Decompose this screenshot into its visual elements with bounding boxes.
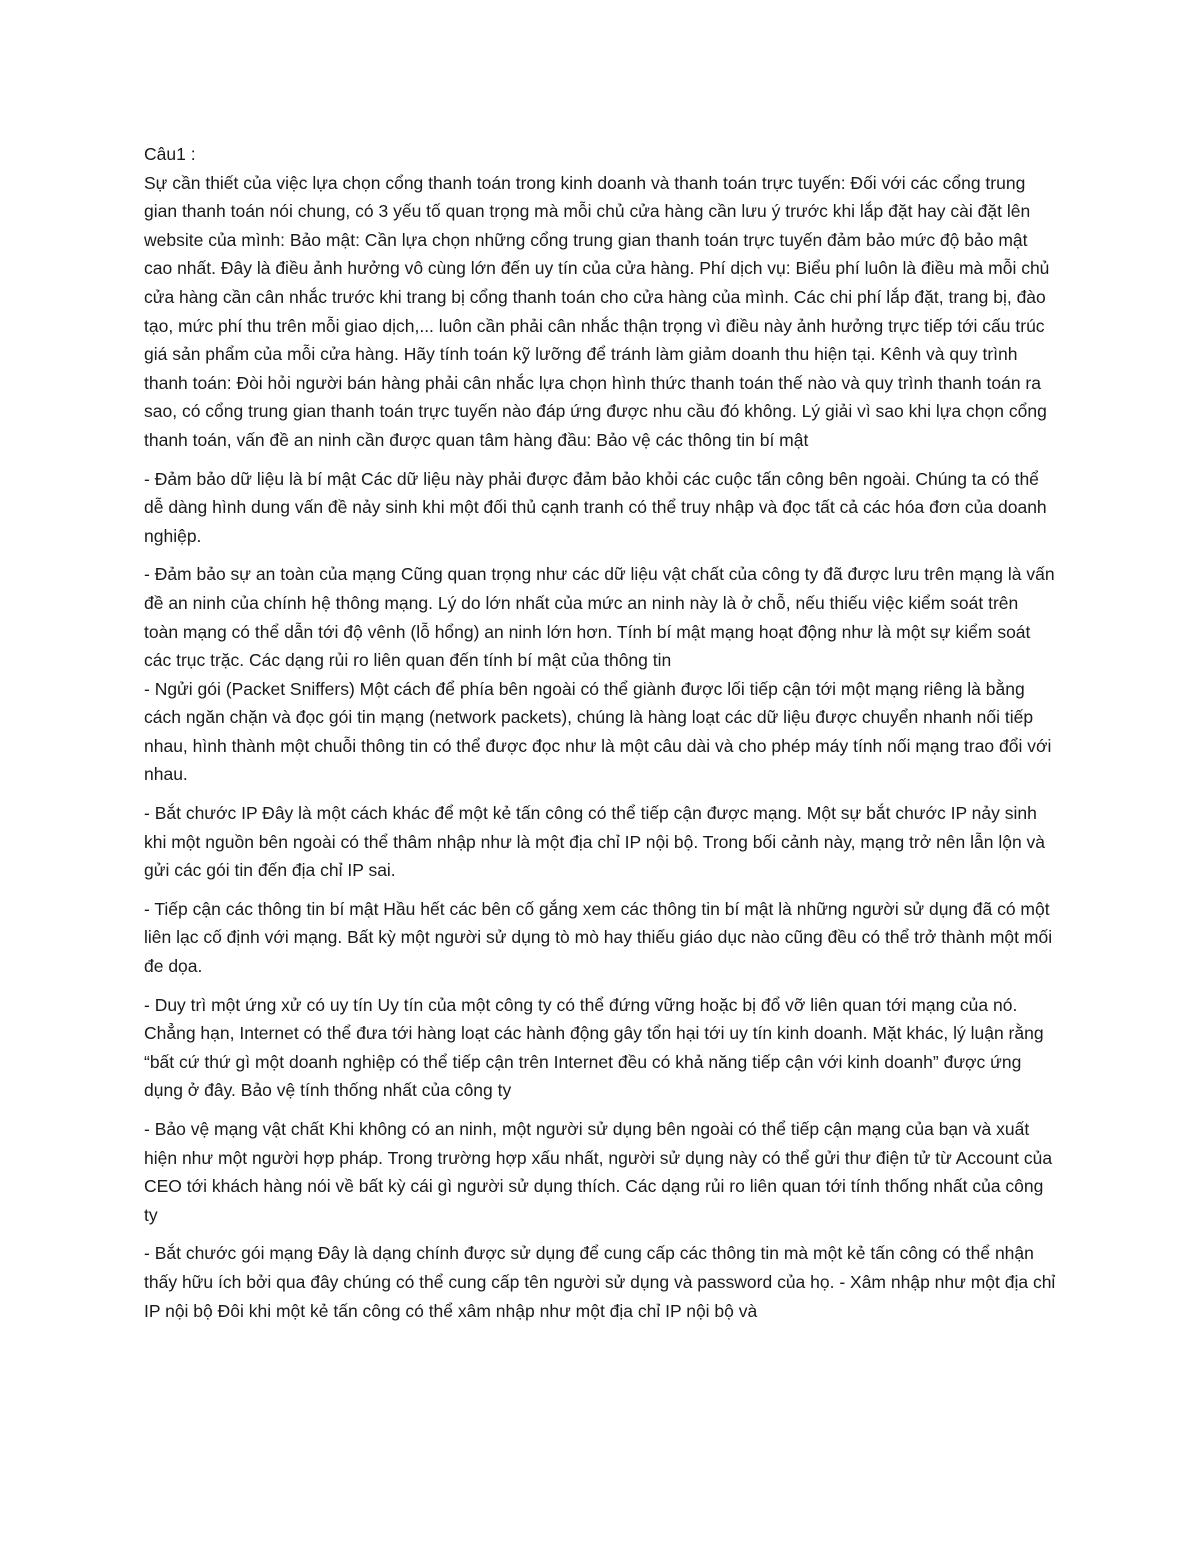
paragraph-ip-spoofing: - Bắt chước IP Đây là một cách khác để một kẻ tấn công có thể tiếp cận được mạng. Một sự bắt chước IP nảy sinh khi một nguồn bên ngoài có thể thâm nhập như là một địa chỉ IP nội bộ. Trong bối cảnh này, mạng trở nên lẫn lộn và gửi các gói tin đến địa chỉ IP sai. <box>144 803 1046 881</box>
paragraph-packet-spoofing: - Bắt chước gói mạng Đây là dạng chính được sử dụng để cung cấp các thông tin mà một kẻ tấn công có thể nhận thấy hữu ích bởi qua đây chúng có thể cung cấp tên người sử dụng và password của họ. - Xâm nhập như một địa chỉ IP nội bộ Đôi khi một kẻ tấn công có thể xâm nhập như một địa chỉ IP nội bộ và <box>144 1243 1056 1321</box>
paragraph-reputation: - Duy trì một ứng xử có uy tín Uy tín của một công ty có thể đứng vững hoặc bị đổ vỡ liên quan tới mạng của nó. Chẳng hạn, Internet có thể đưa tới hàng loạt các hành động gây tổn hại tới uy tín kinh doanh. Mặt khác, lý luận rằng “bất cứ thứ gì một doanh nghiệp có thể tiếp cận trên Internet đều có khả năng tiếp cận với kinh doanh” được ứng dụng ở đây. Bảo vệ tính thống nhất của công ty <box>144 994 1044 1101</box>
paragraph-payment-gateway-necessity: Sự cần thiết của việc lựa chọn cổng thanh toán trong kinh doanh và thanh toán trực tuyến: Đối với các cổng trung gian thanh toán nói chung, có 3 yếu tố quan trọng mà mỗi chủ cửa hàng cần lưu ý trước khi lắp đặt hay cài đặt lên website của mình: Bảo mật: Cần lựa chọn những cổng trung gian thanh toán trực tuyến đảm bảo mức độ bảo mật cao nhất. Đây là điều ảnh hưởng vô cùng lớn đến uy tín của cửa hàng. Phí dịch vụ: Biểu phí luôn là điều mà mỗi chủ cửa hàng cần cân nhắc trước khi trang bị cổng thanh toán cho cửa hàng của mình. Các chi phí lắp đặt, trang bị, đào tạo, mức phí thu trên mỗi giao dịch,... luôn cần phải cân nhắc thận trọng vì điều này ảnh hưởng trực tiếp tới cấu trúc giá sản phẩm của mỗi cửa hàng. Hãy tính toán kỹ lưỡng để tránh làm giảm doanh thu hiện tại. Kênh và quy trình thanh toán: Đòi hỏi người bán hàng phải cân nhắc lựa chọn hình thức thanh toán thế nào và quy trình thanh toán ra sao, có cổng trung gian thanh toán trực tuyến nào đáp ứng được nhu cầu đó không. Lý giải vì sao khi lựa chọn cổng thanh toán, vấn đề an ninh cần được quan tâm hàng đầu: Bảo vệ các thông tin bí mật <box>144 172 1050 450</box>
paragraph-network-safety: - Đảm bảo sự an toàn của mạng Cũng quan trọng như các dữ liệu vật chất của công ty đã được lưu trên mạng là vấn đề an ninh của chính hệ thông mạng. Lý do lớn nhất của mức an ninh này là ở chỗ, nếu thiếu việc kiểm soát trên toàn mạng có thể dẫn tới độ vênh (lỗ hổng) an ninh lớn hơn. Tính bí mật mạng hoạt động như là một sự kiểm soát các trục trặc. Các dạng rủi ro liên quan đến tính bí mật của thông tin <box>144 564 1055 671</box>
paragraph-confidential-access: - Tiếp cận các thông tin bí mật Hầu hết các bên cố gắng xem các thông tin bí mật là những người sử dụng đã có một liên lạc cố định với mạng. Bất kỳ một người sử dụng tò mò hay thiếu giáo dục nào cũng đều có thể trở thành một mối đe dọa. <box>144 898 1053 977</box>
paragraph-data-confidentiality: - Đảm bảo dữ liệu là bí mật Các dữ liệu này phải được đảm bảo khỏi các cuộc tấn công bên ngoài. Chúng ta có thể dễ dàng hình dung vấn đề nảy sinh khi một đối thủ cạnh tranh có thể truy nhập và đọc tất cả các hóa đơn của doanh nghiệp. <box>144 468 1047 546</box>
document-title: Câu1 : <box>144 144 196 164</box>
paragraph-packet-sniffers: - Ngửi gói (Packet Sniffers) Một cách để phía bên ngoài có thể giành được lối tiếp cận tới một mạng riêng là bằng cách ngăn chặn và đọc gói tin mạng (network packets), chúng là hàng loạt các dữ liệu được chuyển nhanh nối tiếp nhau, hình thành một chuỗi thông tin có thể được đọc như là một câu dài và cho phép máy tính nối mạng trao đổi với nhau. <box>144 678 1052 785</box>
document-page <box>144 140 1056 1335</box>
paragraph-physical-network: - Bảo vệ mạng vật chất Khi không có an ninh, một người sử dụng bên ngoài có thể tiếp cận mạng của bạn và xuất hiện như một người hợp pháp. Trong trường hợp xấu nhất, người sử dụng này có thể gửi thư điện tử từ Account của CEO tới khách hàng nói về bất kỳ cái gì người sử dụng thích. Các dạng rủi ro liên quan tới tính thống nhất của công ty <box>144 1119 1053 1225</box>
